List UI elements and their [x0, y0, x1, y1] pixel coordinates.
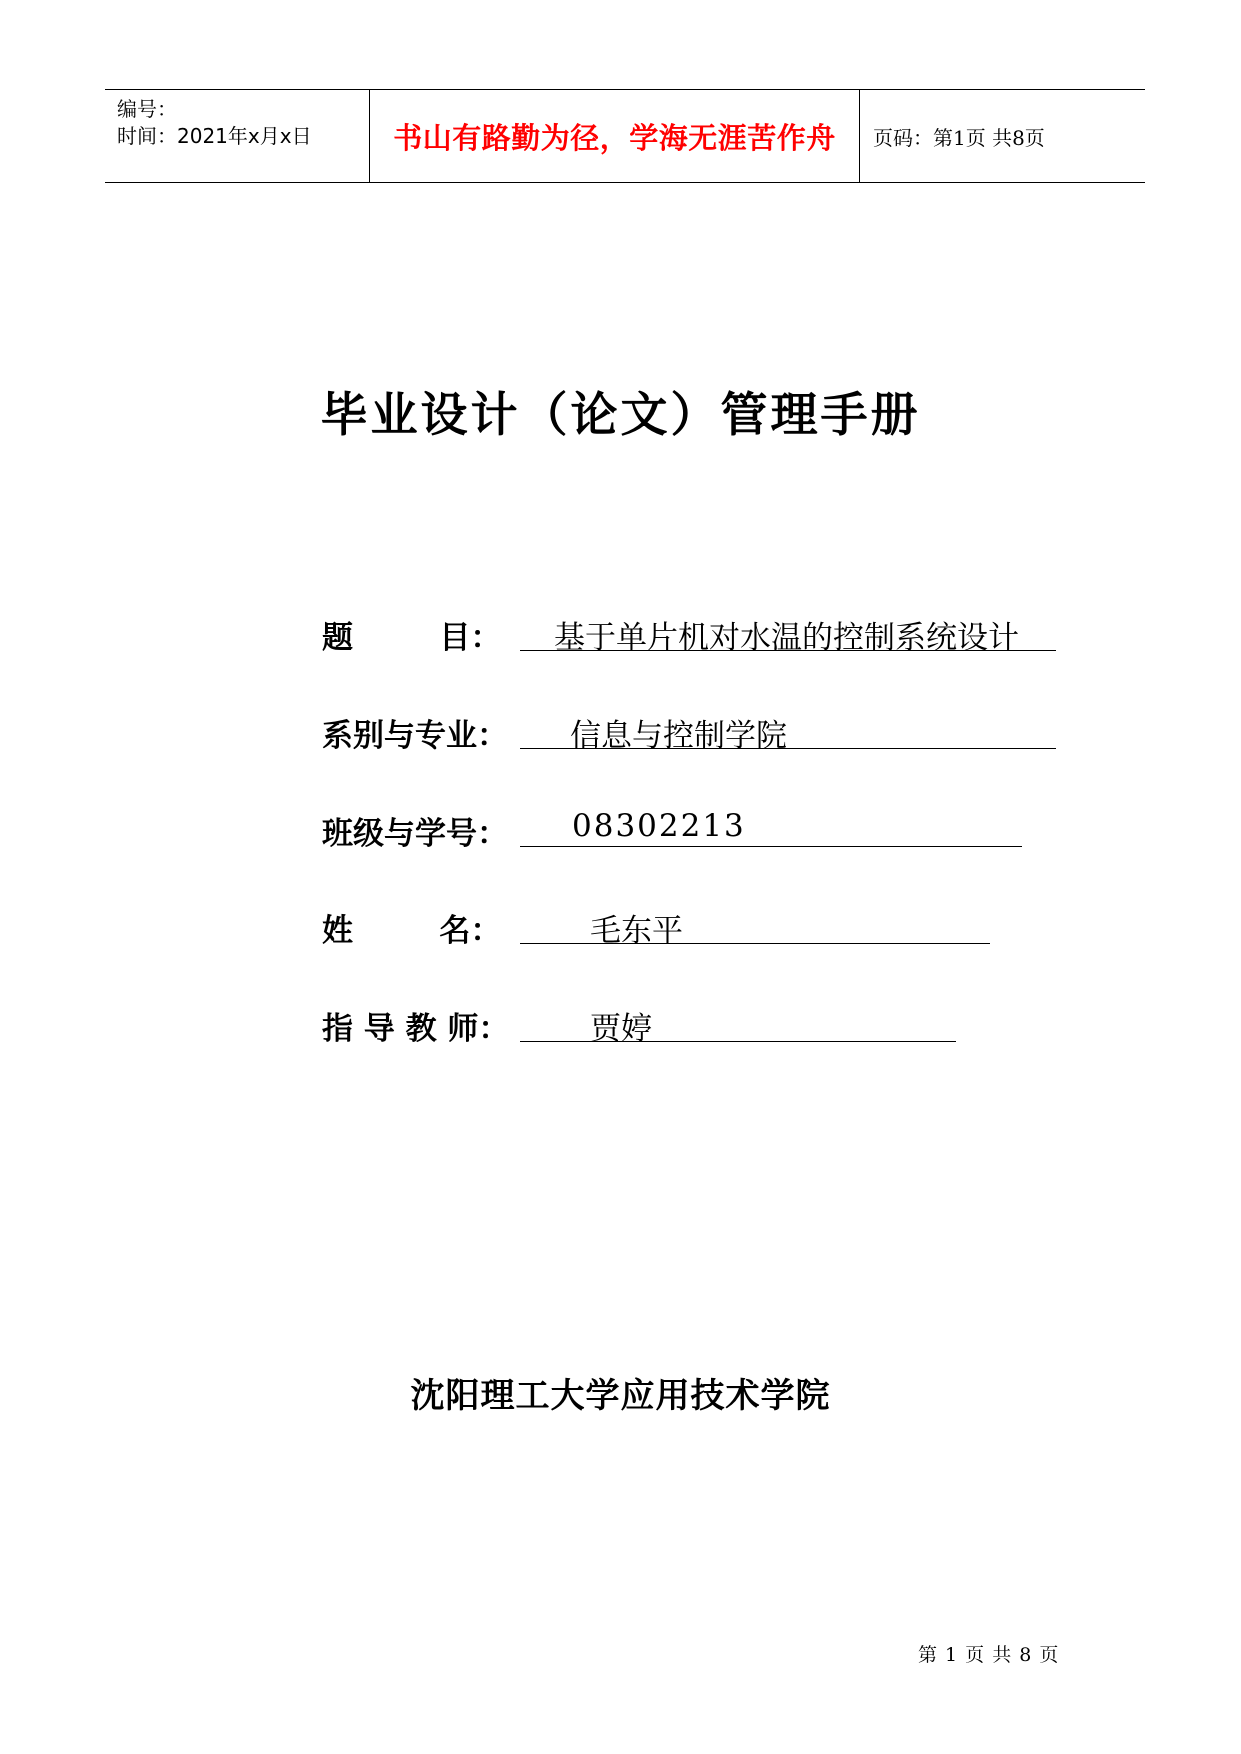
serial-number-label: 编号： — [117, 97, 177, 121]
field-name — [322, 905, 1062, 949]
field-department-value: 信息与控制学院 — [570, 718, 787, 754]
header-page-info: 页码：第1页 共8页 — [873, 125, 1045, 150]
field-class-id-underline — [520, 846, 1022, 847]
field-department — [322, 710, 1062, 754]
field-advisor-underline — [520, 1041, 956, 1042]
field-class-id-value: 08302213 — [572, 808, 746, 844]
field-class-id-label: 班级与学号： — [322, 816, 508, 852]
header-meta-cell — [105, 90, 370, 182]
field-topic-label: 题 目： — [322, 620, 502, 656]
field-advisor — [322, 1003, 1062, 1047]
field-name-value: 毛东平 — [590, 913, 683, 949]
field-advisor-value: 贾婷 — [590, 1011, 652, 1047]
time-label: 时间：2021年x月x日 — [117, 124, 312, 148]
page-header — [105, 89, 1145, 183]
field-topic — [322, 612, 1062, 656]
institution-name: 沈阳理工大学应用技术学院 — [410, 1376, 831, 1416]
field-class-id — [322, 808, 1062, 852]
page-footer: 第 1 页 共 8 页 — [918, 1644, 1060, 1666]
field-advisor-label: 指 导 教 师： — [322, 1011, 510, 1047]
header-page-cell — [860, 90, 1145, 182]
field-department-label: 系别与专业： — [322, 718, 508, 754]
field-name-label: 姓 名： — [322, 913, 502, 949]
motto-text: 书山有路勤为径，学海无涯苦作舟 — [393, 120, 836, 155]
header-motto-cell — [370, 90, 860, 182]
document-title: 毕业设计（论文）管理手册 — [320, 388, 921, 443]
field-topic-value: 基于单片机对水温的控制系统设计 — [554, 620, 1019, 656]
